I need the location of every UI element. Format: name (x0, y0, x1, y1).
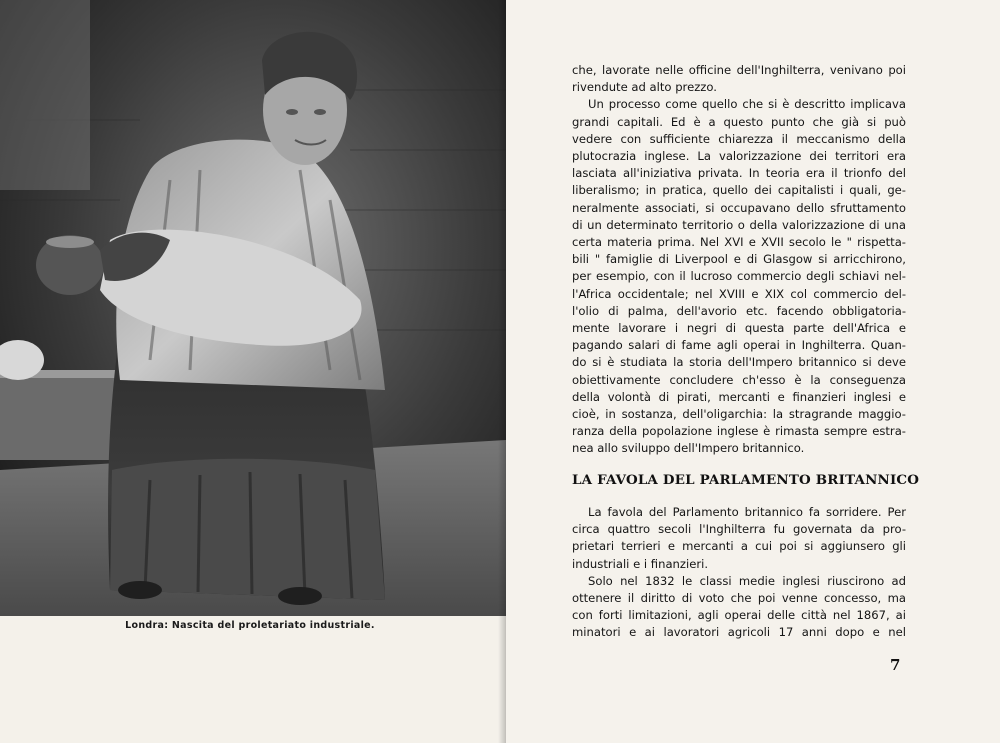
section-heading: LA FAVOLA DEL PARLAMENTO BRITANNICO (572, 472, 920, 488)
page-number: 7 (890, 656, 901, 674)
text-line: di un determinato territorio o della valorizzazione di una (572, 217, 906, 232)
text-line: vedere con sufficiente chiarezza il meccanismo della (572, 131, 906, 146)
text-line: nea allo sviluppo dell'Impero britannico. (572, 441, 805, 456)
text-line: ottenere il diritto di voto che poi venne concesso, ma (572, 591, 906, 606)
text-line: della volontà di pirati, mercanti e finanzieri inglesi e (572, 389, 906, 404)
text-line: neralmente associati, si occupavano dello sfruttamento (572, 200, 906, 215)
text-line: obiettivamente concludere ch'esso è la conseguenza (572, 372, 906, 387)
text-line: rivendute ad alto prezzo. (572, 80, 717, 95)
text-line: prietari terrieri e mercanti a cui poi si aggiunsero gli (572, 539, 906, 554)
text-line: circa quattro secoli l'Inghilterra fu governata da pro- (572, 522, 906, 537)
text-line: per esempio, con il lucroso commercio degli schiavi nel- (572, 269, 906, 284)
text-line: che, lavorate nelle officine dell'Inghilterra, venivano poi (572, 63, 906, 77)
photograph (0, 0, 506, 616)
body-text-top (572, 62, 906, 458)
text-line: lasciata all'iniziativa privata. In teoria era il trionfo del (572, 166, 906, 181)
text-line: cioè, in sostanza, dell'oligarchia: la stragrande maggio- (572, 407, 906, 422)
text-line: l'Africa occidentale; nel XVIII e XIX col commercio del- (572, 286, 906, 301)
text-line: ranza della popolazione inglese è rimasta sempre estra- (572, 424, 906, 439)
text-line: certa materia prima. Nel XVI e XVII secolo le " rispetta- (572, 235, 906, 250)
text-line: l'olio di palma, dell'avorio etc. facendo obbligatoria- (572, 303, 906, 318)
body-text-bottom (572, 504, 906, 642)
text-line: La favola del Parlamento britannico fa sorridere. Per (588, 505, 906, 519)
text-line: minatori e ai lavoratori agricoli 17 anni dopo e nel (572, 625, 906, 640)
text-line: Un processo come quello che si è descritto implicava (588, 97, 906, 112)
photo-illustration (0, 0, 506, 616)
text-line: pagando salari di fame agli operai in Inghilterra. Quan- (572, 338, 906, 353)
stone-step (0, 370, 120, 460)
skirt-ruffle (110, 459, 385, 600)
text-line: bili " famiglie di Liverpool e di Glasgow si arricchirono, (572, 252, 906, 267)
text-line: mente lavorare i negri di questa parte dell'Africa e (572, 321, 906, 336)
text-line: Solo nel 1832 le classi medie inglesi riuscirono ad (588, 573, 906, 588)
text-line: liberalismo; in pratica, quello dei capitalisti i quali, ge- (572, 183, 906, 198)
text-line: con forti limitazioni, agli operai delle città nel 1867, ai (572, 608, 906, 623)
text-line: industriali e i finanzieri. (572, 556, 709, 571)
text-line: grandi capitali. Ed è a questo punto che già si può (572, 114, 906, 129)
photo-caption: Londra: Nascita del proletariato industriale. (125, 620, 375, 631)
text-line: do si è studiata la storia dell'Impero britannico si deve (572, 355, 906, 370)
text-line: plutocrazia inglese. La valorizzazione dei territori era (572, 149, 906, 164)
